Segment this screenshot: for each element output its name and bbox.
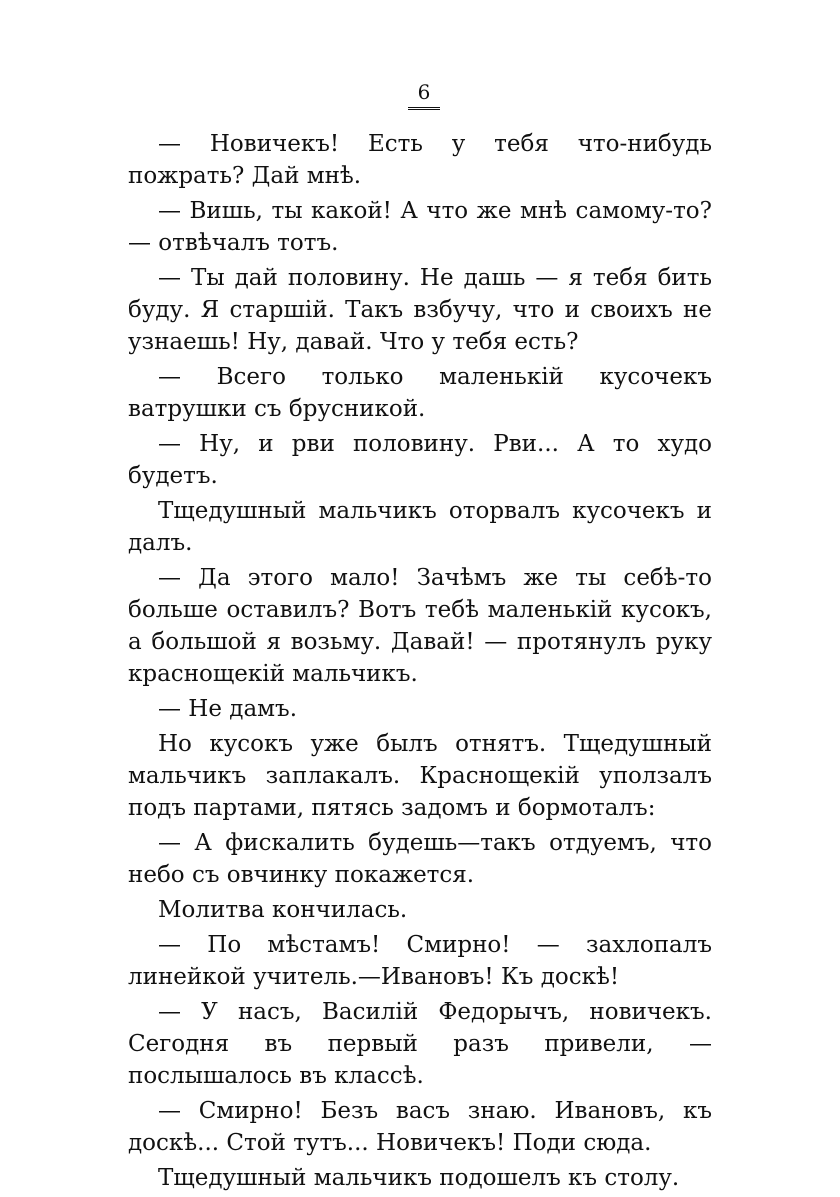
paragraph: — Вишь, ты какой! А что же мнѣ самому-то?— отвѣчалъ тотъ. [128,198,712,256]
paragraph: — Новичекъ! Есть у тебя что-нибудь пожрать? Дай мнѣ. [128,131,712,189]
paragraph: — Смирно! Безъ васъ знаю. Ивановъ, къ доскѣ... Стой тутъ... Новичекъ! Поди сюда. [128,1098,712,1156]
paragraph: Но кусокъ уже былъ отнятъ. Тщедушный мальчикъ заплакалъ. Краснощекій уползалъ подъ партами, пятясь задомъ и бормоталъ: [128,731,712,821]
page-number: 6 [408,82,441,110]
paragraph: — Всего только маленькій кусочекъ ватрушки съ брусникой. [128,364,712,422]
body-text [128,128,712,1197]
paragraph: — Ну, и рви половину. Рви... А то худо будетъ. [128,431,712,489]
paragraph: Тщедушный мальчикъ подошелъ къ столу. [158,1165,680,1191]
page-number-header [0,82,840,110]
paragraph: — Не дамъ. [158,696,297,722]
paragraph: Молитва кончилась. [158,897,408,923]
paragraph: Тщедушный мальчикъ оторвалъ кусочекъ и далъ. [128,498,712,556]
paragraph: — По мѣстамъ! Смирно! — захлопалъ линейкой учитель.—Ивановъ! Къ доскѣ! [128,932,712,990]
paragraph: — У насъ, Василій Федорычъ, новичекъ. Сегодня въ первый разъ привели, — послышалось въ классѣ. [128,999,712,1089]
paragraph: — Да этого мало! Зачѣмъ же ты себѣ-то больше оставилъ? Вотъ тебѣ маленькій кусокъ, а большой я возьму. Давай! — протянулъ руку краснощекій мальчикъ. [128,565,712,687]
paragraph: — Ты дай половину. Не дашь — я тебя бить буду. Я старшій. Такъ взбучу, что и своихъ не узнаешь! Ну, давай. Что у тебя есть? [128,265,712,355]
paragraph: — А фискалить будешь—такъ отдуемъ, что небо съ овчинку покажется. [128,830,712,888]
